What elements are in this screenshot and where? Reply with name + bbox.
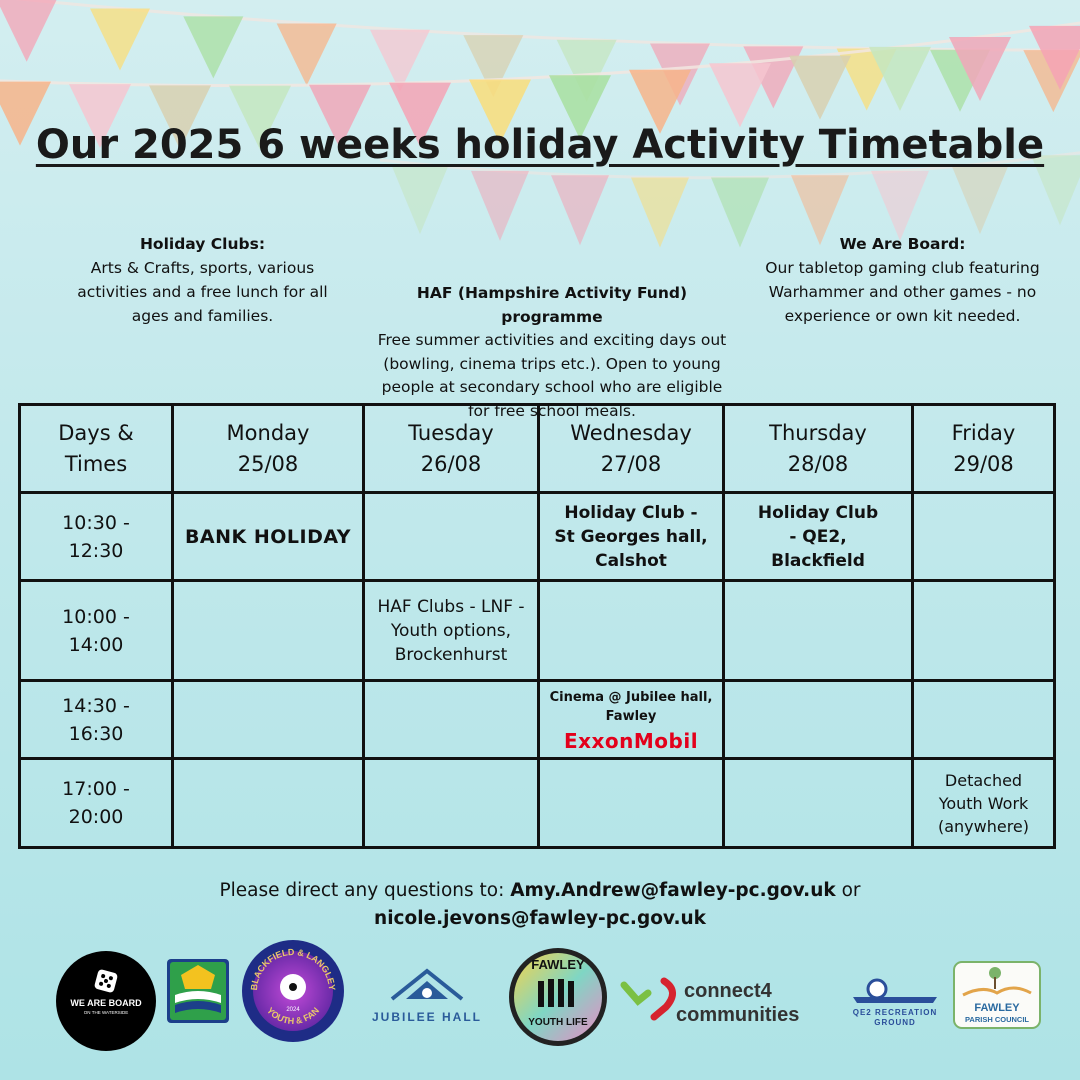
time-cell: 10:00 - 14:00 (20, 581, 173, 681)
cell-monday-1030 (173, 493, 364, 581)
cell-tuesday-1430 (364, 681, 539, 759)
we-are-board-logo (56, 951, 156, 1051)
cell-wednesday-1430: Cinema @ Jubilee hall, Fawley ExxonMobil (539, 681, 724, 759)
bunting-flag (277, 23, 337, 85)
bunting-flag (551, 175, 609, 245)
table-row (20, 681, 1055, 759)
bunting-flag (471, 171, 529, 241)
bunting-flag (709, 63, 771, 127)
contact-info (0, 877, 1080, 933)
qe2-logo-line1: QE2 RECREATION (852, 1008, 938, 1017)
bunting-flag (391, 164, 449, 234)
blackfield-logo-top: BLACKFIELD & LANGLEY (248, 946, 338, 991)
fawley-youth-logo-top: FAWLEY (531, 957, 585, 972)
email-nicole[interactable]: nicole.jevons@fawley-pc.gov.uk (374, 908, 706, 929)
jubilee-hall-logo (362, 965, 492, 1025)
header-monday: Monday 25/08 (173, 405, 364, 493)
connect4-logo-line2: communities (676, 1004, 800, 1026)
time-cell: 17:00 - 20:00 (20, 759, 173, 848)
bunting-flag (789, 56, 851, 120)
bunting-flag (871, 171, 929, 241)
page-title: Our 2025 6 weeks holiday Activity Timetable (35, 122, 1045, 168)
header-thursday: Thursday 28/08 (724, 405, 913, 493)
haf-info (372, 282, 732, 423)
cell-tuesday-1700 (364, 759, 539, 848)
cell-monday-1430 (173, 681, 364, 759)
cell-monday-1000 (173, 581, 364, 681)
haf-heading: HAF (Hampshire Activity Fund) programme (416, 284, 688, 326)
we-are-board-logo-line1: WE ARE BOARD (70, 998, 142, 1008)
cell-tuesday-1000: HAF Clubs - LNF - Youth options, Brockenhurst (364, 581, 539, 681)
holiday-clubs-info (70, 232, 335, 328)
fawley-parish-council-logo (953, 961, 1041, 1029)
cell-thursday-1000 (724, 581, 913, 681)
crest-logo (167, 959, 229, 1023)
qe2-logo-line2: GROUND (874, 1018, 916, 1027)
cell-friday-1700: Detached Youth Work (anywhere) (913, 759, 1055, 848)
sponsor-logos (0, 945, 1080, 1055)
connect4-logo-line1: connect4 (684, 980, 772, 1002)
cell-wednesday-1030: Holiday Club - St Georges hall, Calshot (539, 493, 724, 581)
header-days-times: Days & Times (20, 405, 173, 493)
cell-wednesday-1000 (539, 581, 724, 681)
cell-friday-1000 (913, 581, 1055, 681)
cell-tuesday-1030 (364, 493, 539, 581)
header-row (20, 405, 1055, 493)
cell-wednesday-1700 (539, 759, 724, 848)
we-are-board-heading: We Are Board: (839, 235, 966, 253)
parish-logo-line1: FAWLEY (974, 1002, 1020, 1014)
we-are-board-text: Our tabletop gaming club featuring Warhammer and other games - no experience or own kit needed. (765, 259, 1040, 325)
bunting-flag (0, 0, 57, 62)
table-row (20, 493, 1055, 581)
cell-friday-1030 (913, 493, 1055, 581)
blackfield-logo-year: 2024 (286, 1007, 300, 1013)
connect4-communities-logo (618, 971, 823, 1027)
header-wednesday: Wednesday 27/08 (539, 405, 724, 493)
table-row (20, 759, 1055, 848)
holiday-clubs-text: Arts & Crafts, sports, various activities and a free lunch for all ages and families. (77, 259, 328, 325)
time-cell: 14:30 - 16:30 (20, 681, 173, 759)
bunting-flag (951, 164, 1009, 234)
cell-thursday-1430 (724, 681, 913, 759)
time-cell: 10:30 - 12:30 (20, 493, 173, 581)
qe2-recreation-ground-logo (845, 975, 945, 1031)
fawley-youth-life-logo (508, 947, 608, 1047)
email-amy[interactable]: Amy.Andrew@fawley-pc.gov.uk (510, 880, 836, 901)
cell-friday-1430 (913, 681, 1055, 759)
blackfield-langley-logo (241, 939, 345, 1043)
blackfield-logo-bottom: YOUTH & FAN (264, 1005, 322, 1027)
timetable (18, 403, 1056, 849)
bunting-flag (90, 8, 150, 70)
jubilee-hall-logo-text: JUBILEE HALL (371, 1010, 483, 1024)
cell-thursday-1030: Holiday Club - QE2, Blackfield (724, 493, 913, 581)
haf-text: Free summer activities and exciting days out (bowling, cinema trips etc.). Open to young people at secondary school who are eligible for free school meals. (377, 331, 727, 420)
cell-monday-1700 (173, 759, 364, 848)
contact-prefix: Please direct any questions to: (219, 880, 505, 901)
bunting-flag (183, 16, 243, 78)
header-tuesday: Tuesday 26/08 (364, 405, 539, 493)
holiday-clubs-heading: Holiday Clubs: (139, 235, 266, 253)
cell-thursday-1700 (724, 759, 913, 848)
we-are-board-info (745, 232, 1060, 328)
we-are-board-logo-line2: ON THE WATERSIDE (83, 1010, 129, 1015)
fawley-youth-logo-bottom: YOUTH LIFE (528, 1017, 588, 1028)
exxonmobil-logo: ExxonMobil (563, 729, 699, 753)
contact-joiner: or (841, 880, 861, 901)
bank-holiday: BANK HOLIDAY (184, 525, 352, 548)
table-row (20, 581, 1055, 681)
parish-logo-line2: PARISH COUNCIL (964, 1015, 1030, 1024)
bunting-flag (631, 178, 689, 248)
header-friday: Friday 29/08 (913, 405, 1055, 493)
